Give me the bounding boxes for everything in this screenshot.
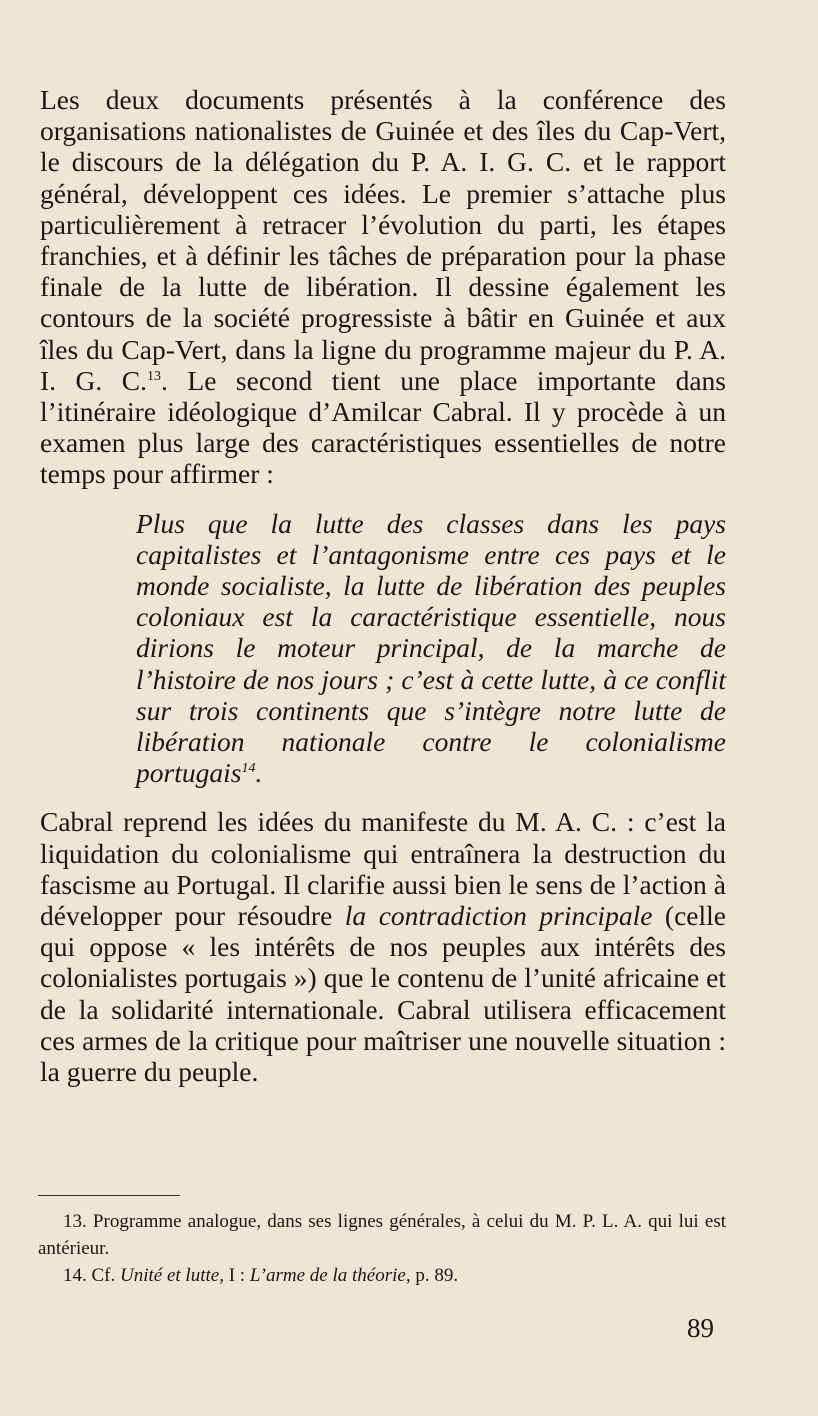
footnote-14 [38, 1262, 726, 1289]
paragraph-intro-text-a: Les deux documents présentés à la conférence des organisations nationalistes de Guinée et des îles du Cap-Vert, le discours de la délégation du P. A. I. G. C. et le rapport général, développent ces idées. Le premier s’attache plus particulièrement à retracer l’évolution du parti, les étapes franchies, et à définir les tâches de préparation pour la phase finale de la lutte de libération. Il dessine également les contours de la société progressiste à bâtir en Guinée et aux îles du Cap-Vert, dans la ligne du programme majeur du P. A. I. G. C. [40, 84, 726, 396]
footnote-14-suffix: p. 89. [410, 1265, 459, 1286]
footnote-ref-14: 14 [241, 761, 256, 777]
paragraph-intro [40, 84, 726, 490]
quote-end: . [255, 757, 263, 789]
paragraph-cabral-text-a: Cabral reprend les idées du manifeste du M. A. C. : c’est la liquidation du colonialisme qui entraînera la destruction du fascisme au Portugal. Il clarifie aussi bien le sens de l’action à développer pour résoudre [40, 806, 726, 932]
paragraph-intro-text-b: . Le second tient une place importante dans l’itinéraire idéologique d’Amilcar Cabral. Il y procède à un examen plus large des caractéristiques essentielles de notre temps pour affirmer : [40, 364, 726, 490]
page-number: 89 [687, 1313, 714, 1343]
footnote-13: 13. Programme analogue, dans ses lignes générales, à celui du M. P. L. A. qui lui est antérieur. [38, 1211, 726, 1259]
footnotes [38, 1208, 726, 1289]
footnote-14-mid: I : [223, 1265, 250, 1286]
paragraph-cabral-italic: la contradiction principale [344, 900, 653, 932]
block-quote [136, 508, 726, 789]
footnote-ref-13: 13 [147, 368, 162, 384]
footnote-14-title1: Unité et lutte, [120, 1265, 224, 1286]
quote-text: Plus que la lutte des classes dans les pays capitalistes et l’antagonisme entre ces pays et le monde socialiste, la lutte de libération des peuples coloniaux est la caractéristique essentielle, nous dirions le moteur principal, de la marche de l’histoire de nos jours ; c’est à cette lutte, à ce conflit sur trois continents que s’intègre notre lutte de libération nationale contre le colonialisme portugais [136, 507, 726, 789]
footnote-divider [38, 1195, 180, 1196]
main-text [40, 84, 726, 1087]
footnote-14-title2: L’arme de la théorie, [249, 1265, 411, 1286]
footnote-14-prefix: 14. Cf. [63, 1265, 120, 1286]
paragraph-cabral-text-b: (celle qui oppose « les intérêts de nos peuples aux intérêts des colonialistes portugais ») que le contenu de l’unité africaine et de la solidarité internationale. Cabral utilisera efficacement ces armes de la critique pour maîtriser une nouvelle situation : la guerre du peuple. [40, 900, 726, 1088]
paragraph-cabral [40, 806, 726, 1087]
